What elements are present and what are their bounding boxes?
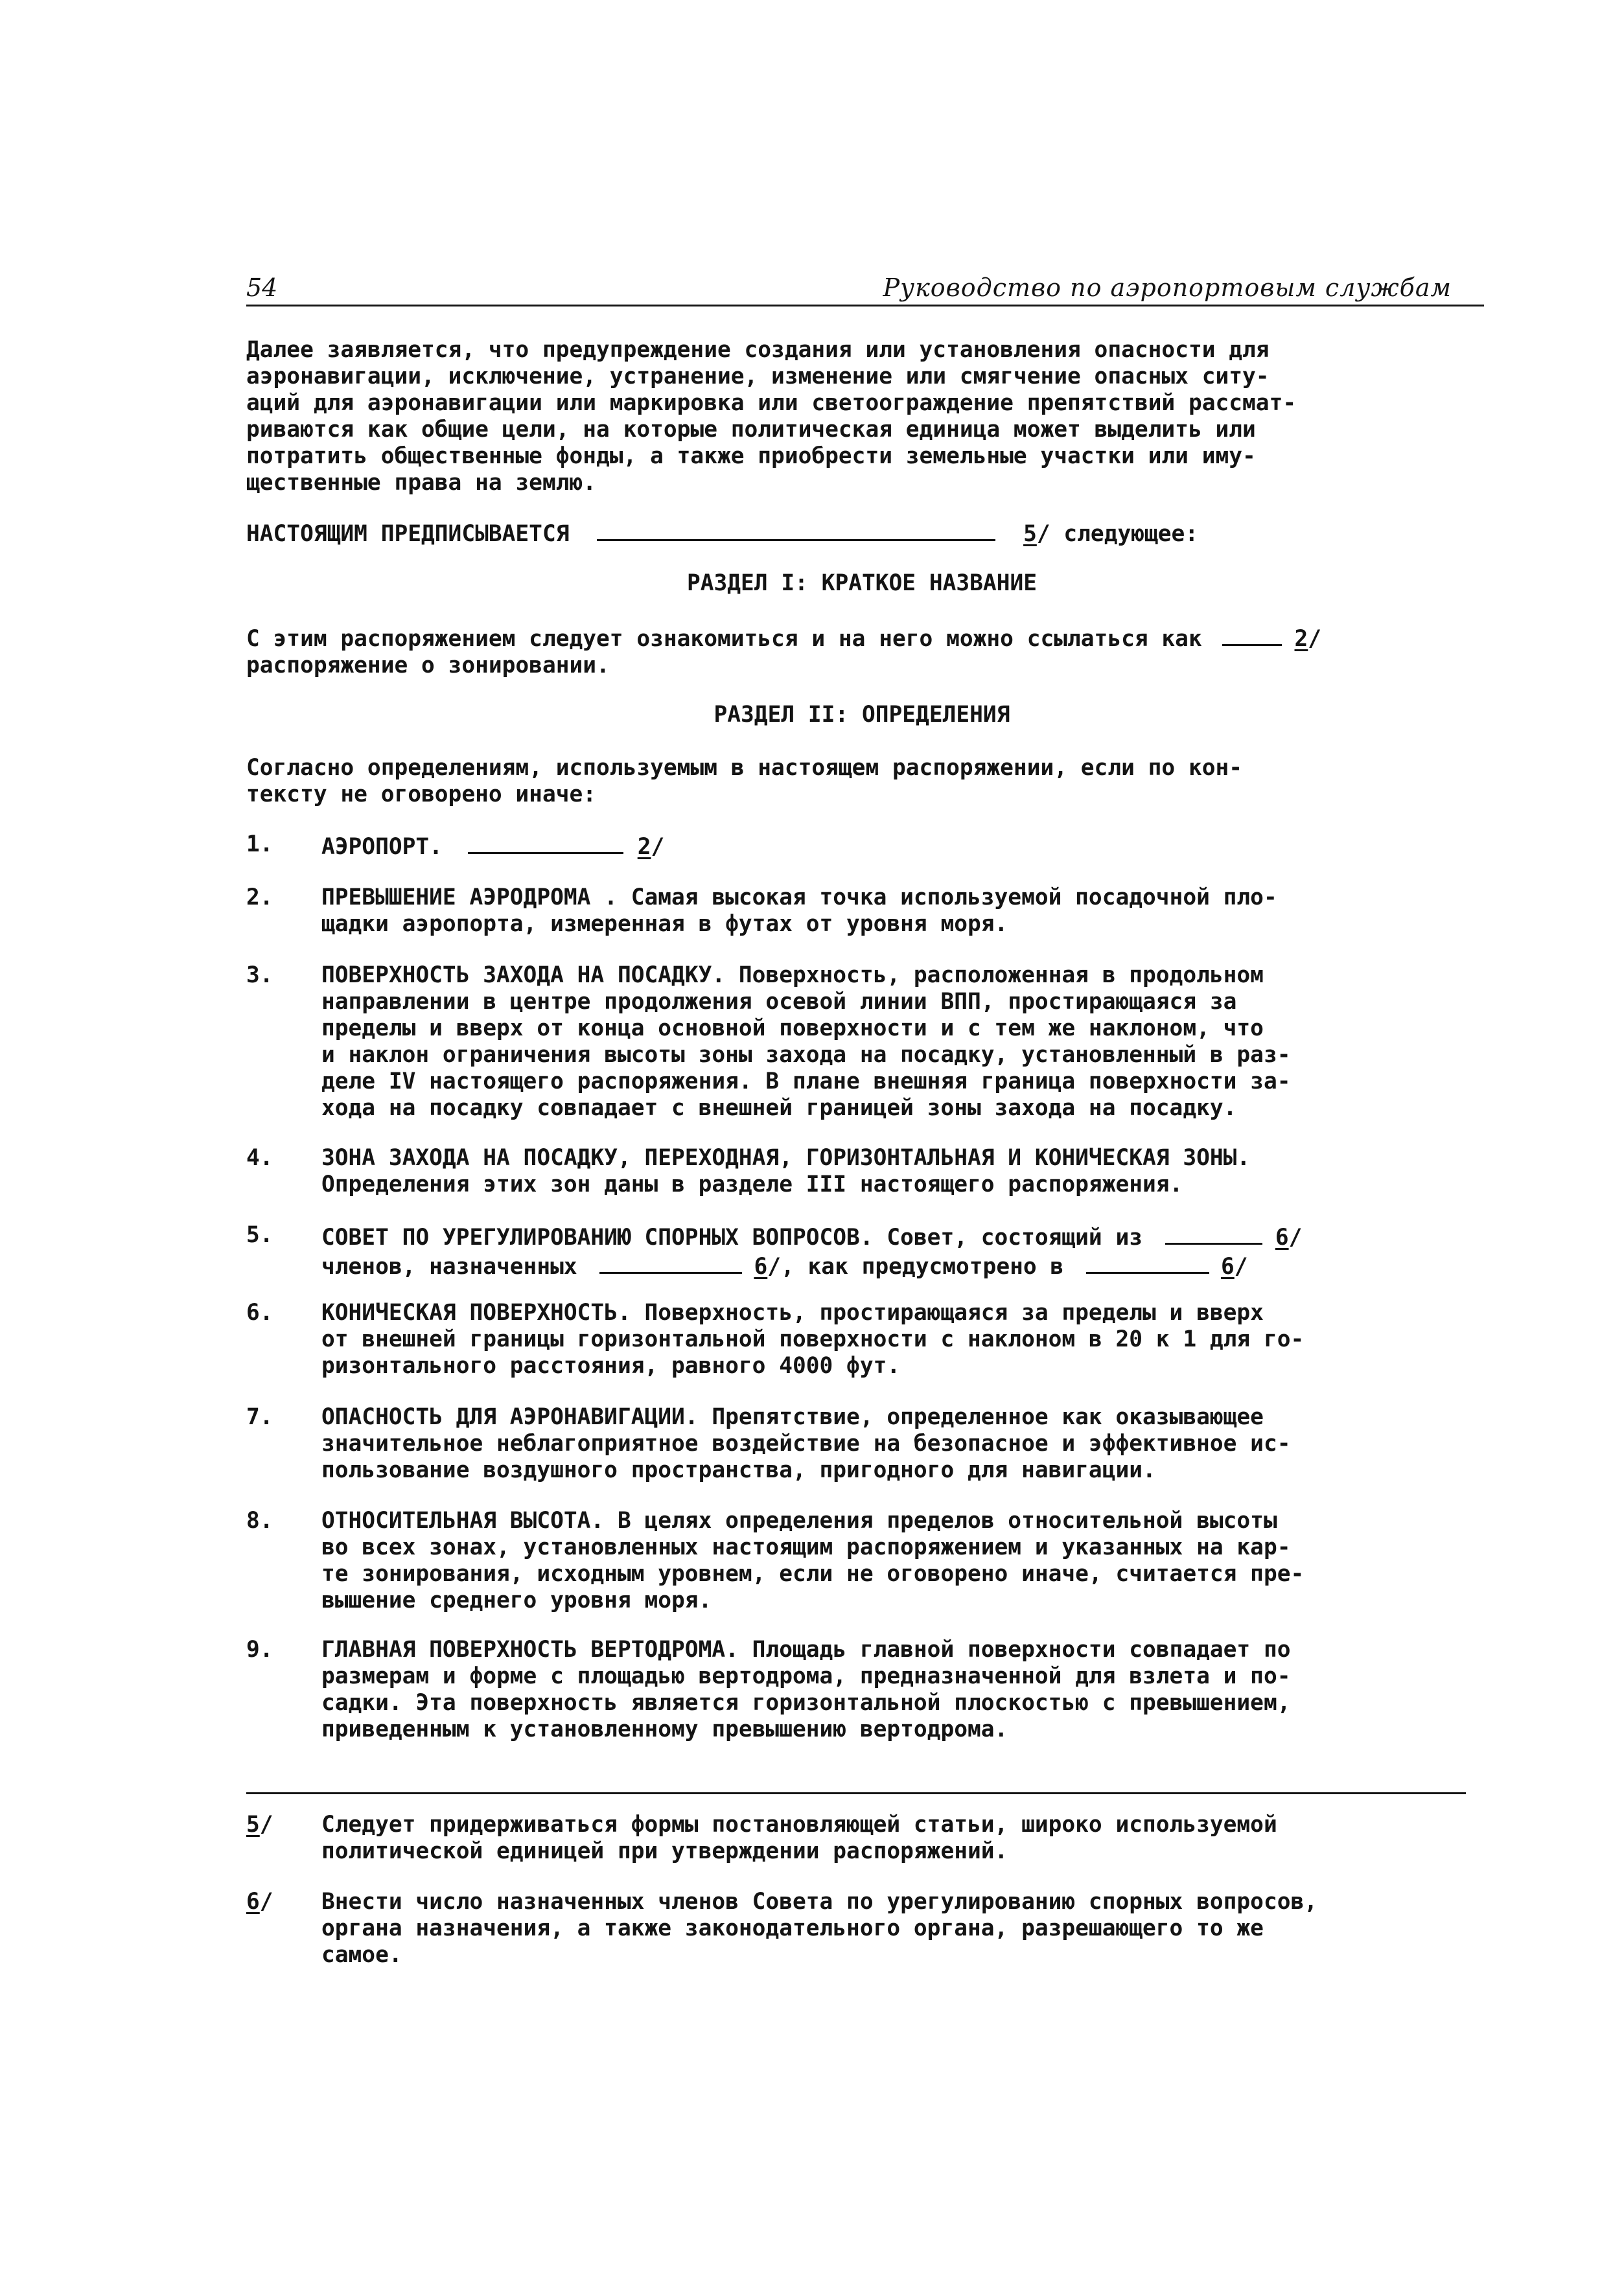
footnote-ref: 6 (754, 1254, 768, 1280)
text-line: от внешней границы горизонтальной поверхности с наклоном в 20 к 1 для го- (321, 1326, 1305, 1352)
item-number: 2. (246, 884, 273, 910)
text-line: ЗОНА ЗАХОДА НА ПОСАДКУ, ПЕРЕХОДНАЯ, ГОРИЗОНТАЛЬНАЯ И КОНИЧЕСКАЯ ЗОНЫ. (321, 1145, 1251, 1171)
blank-field (1222, 623, 1282, 646)
text-fragment: /, как предусмотрено в (767, 1254, 1064, 1280)
text-line: ризонтального расстояния, равного 4000 фут. (321, 1353, 901, 1379)
text-line: Определения этих зон даны в разделе III настоящего распоряжения. (321, 1172, 1183, 1197)
blank-field (597, 518, 995, 541)
text-line: приведенным к установленному превышению вертодрома. (321, 1716, 1008, 1742)
item-number: 1. (246, 831, 273, 857)
footnote-mark: 5 (246, 1812, 260, 1838)
page-header (246, 271, 1484, 306)
text-line: направлении в центре продолжения осевой линии ВПП, простирающаяся за (321, 989, 1237, 1015)
footnote-ref: 2 (637, 834, 651, 860)
item-number: 3. (246, 962, 273, 988)
item-number: 5. (246, 1222, 273, 1248)
text-line: Внести число назначенных членов Совета по урегулированию спорных вопросов, (321, 1889, 1318, 1915)
text-line: риваются как общие цели, на которые политическая единица может выделить или (246, 417, 1256, 443)
text-line: щественные права на землю. (246, 470, 597, 496)
text-line: Согласно определениям, используемым в настоящем распоряжении, если по кон- (246, 755, 1243, 781)
page-number: 54 (246, 273, 278, 302)
section-heading: РАЗДЕЛ I: КРАТКОЕ НАЗВАНИЕ (686, 570, 1038, 596)
section-heading: РАЗДЕЛ II: ОПРЕДЕЛЕНИЯ (713, 702, 1010, 728)
text-line: самое. (321, 1942, 402, 1968)
item-number: 4. (246, 1145, 273, 1171)
text-fragment: членов, назначенных (321, 1254, 577, 1280)
section2-intro (246, 755, 1478, 808)
text-line: хода на посадку совпадает с внешней границей зоны захода на посадку. (321, 1095, 1237, 1121)
text-line: во всех зонах, установленных настоящим распоряжением и указанных на кар- (321, 1534, 1291, 1560)
text-line: аэронавигации, исключение, устранение, изменение или смягчение опасных ситу- (246, 364, 1270, 389)
text-line: С этим распоряжением следует ознакомиться и на него можно ссылаться как (246, 626, 1202, 652)
text-line: ПОВЕРХНОСТЬ ЗАХОДА НА ПОСАДКУ. Поверхность, расположенная в продольном (321, 962, 1264, 988)
text-line: размерам и форме с площадью вертодрома, предназначенной для взлета и по- (321, 1663, 1291, 1689)
text-fragment: / (1308, 626, 1322, 652)
item-number: 9. (246, 1637, 273, 1663)
text-line: пределы и вверх от конца основной поверхности и с тем же наклоном, что (321, 1015, 1264, 1041)
text-line: КОНИЧЕСКАЯ ПОВЕРХНОСТЬ. Поверхность, простирающаяся за пределы и вверх (321, 1300, 1264, 1326)
footnote-ref: 6 (1220, 1254, 1235, 1280)
text-line: значительное неблагоприятное воздействие на безопасное и эффективное ис- (321, 1431, 1291, 1457)
text-line: потратить общественные фонды, а также приобрести земельные участки или иму- (246, 443, 1256, 469)
footnote-mark: 6 (246, 1889, 260, 1915)
enactment-clause (246, 518, 1478, 548)
footnote-ref: 2 (1294, 626, 1308, 652)
blank-field (599, 1251, 742, 1274)
footnote-ref: 5 (1023, 521, 1037, 547)
text-line: и наклон ограничения высоты зоны захода на посадку, установленный в раз- (321, 1042, 1291, 1068)
text-line: Следует придерживаться формы постановляющей статьи, широко используемой (321, 1812, 1277, 1838)
text-line: ОТНОСИТЕЛЬНАЯ ВЫСОТА. В целях определения пределов относительной высоты (321, 1508, 1277, 1534)
text-line: Далее заявляется, что предупреждение создания или установления опасности для (246, 337, 1270, 363)
text-line: политической единицей при утверждении распоряжений. (321, 1838, 1008, 1864)
blank-field (1086, 1251, 1209, 1274)
text-line: СОВЕТ ПО УРЕГУЛИРОВАНИЮ СПОРНЫХ ВОПРОСОВ. Совет, состоящий из (321, 1225, 1143, 1251)
enactment-prefix: НАСТОЯЩИМ ПРЕДПИСЫВАЕТСЯ (246, 521, 570, 547)
text-line: те зонирования, исходным уровнем, если не оговорено иначе, считается пре- (321, 1561, 1305, 1587)
text-line: ГЛАВНАЯ ПОВЕРХНОСТЬ ВЕРТОДРОМА. Площадь главной поверхности совпадает по (321, 1637, 1291, 1663)
item-number: 8. (246, 1508, 273, 1534)
text-line: деле IV настоящего распоряжения. В плане внешняя граница поверхности за- (321, 1068, 1291, 1094)
section1-paragraph (246, 623, 1478, 679)
text-line: садки. Эта поверхность является горизонтальной плоскостью с превышением, (321, 1690, 1291, 1716)
text-line: органа назначения, а также законодательного органа, разрешающего то же (321, 1915, 1264, 1941)
text-line: ПРЕВЫШЕНИЕ АЭРОДРОМА . Самая высокая точка используемой посадочной пло- (321, 884, 1277, 910)
footnote-separator (246, 1792, 1466, 1794)
item-number: 6. (246, 1300, 273, 1326)
footnote-ref: 6 (1275, 1225, 1289, 1251)
text-line: вышение среднего уровня моря. (321, 1588, 712, 1613)
item-number: 7. (246, 1404, 273, 1430)
item-term: АЭРОПОРТ. (321, 834, 443, 860)
enactment-suffix: / следующее: (1036, 521, 1199, 547)
text-line: тексту не оговорено иначе: (246, 781, 597, 807)
running-title: Руководство по аэропортовым службам (883, 273, 1452, 302)
text-line: пользование воздушного пространства, пригодного для навигации. (321, 1457, 1156, 1483)
intro-paragraph (246, 337, 1478, 496)
blank-field (468, 831, 623, 854)
blank-field (1165, 1222, 1262, 1245)
document-page: 54 Руководство по аэропортовым службам Далее заявляется, что предупреждение создания или установления опасности для аэронавигации, исключение, устранение, изменение или смягчение опасных ситу- аций для аэронавигации или маркировка или светоограждение препятствий рассмат- риваются как общие цели, на которые политическая единица может выделить или потратить общественные фонды, а также приобрести земельные участки или иму- щественные права на землю. НАСТОЯЩИМ ПРЕДПИСЫВАЕТСЯ 5/ следующее: РАЗДЕЛ I: КРАТКОЕ НАЗВАНИЕ С этим распоряжением следует ознакомиться и на него можно ссылаться как 2/ распоряжение о зонировании. РАЗДЕЛ II: ОПРЕДЕЛЕНИЯ Согласно определениям, используемым в настоящем распоряжении, если по кон- тексту не оговорено иначе: 1. АЭРОПОРТ. 2/ 2. ПРЕВЫШЕНИЕ АЭРОДРОМА . Самая высокая точка используемой посадочной пло- щадки аэропорта, измеренная в футах от уровня моря. 3. ПОВЕРХНОСТЬ ЗАХОДА НА ПОСАДКУ. Поверхность, расположенная в продольном направлении в центре продолжения осевой линии ВПП, простирающаяся за пределы и вверх от конца основной поверхности и с тем же наклоном, что и наклон ограничения высоты зоны захода на посадку, установленный в раз- деле IV настоящего распоряжения. В плане внешняя граница поверхности за- хода на посадку совпадает с внешней границей зоны захода на посадку. 4. ЗОНА ЗАХОДА НА ПОСАДКУ, ПЕРЕХОДНАЯ, ГОРИЗОНТАЛЬНАЯ И КОНИЧЕСКАЯ ЗОНЫ. Определения этих зон даны в разделе III настоящего распоряжения. 5. СОВЕТ ПО УРЕГУЛИРОВАНИЮ СПОРНЫХ ВОПРОСОВ. Совет, состоящий из 6/ членов, назначенных 6/, как предусмотрено в 6/ 6. КОНИЧЕСКАЯ ПОВЕРХНОСТЬ. Поверхность, простирающаяся за пределы и вверх от внешней границы горизонтальной поверхности с наклоном в 20 к 1 для го- ризонтального расстояния, равного 4000 фут. 7. ОПАСНОСТЬ ДЛЯ АЭРОНАВИГАЦИИ. Препятствие, определенное как оказывающее значительное неблагоприятное воздействие на безопасное и эффективное ис- пользование воздушного пространства, пригодного для навигации. 8. ОТНОСИТЕЛЬНАЯ ВЫСОТА. В целях определения пределов относительной высоты во всех зонах, установленных настоящим распоряжением и указанных на кар- те зонирования, исходным уровнем, если не оговорено иначе, считается пре- вышение среднего уровня моря. 9. ГЛАВНАЯ ПОВЕРХНОСТЬ ВЕРТОДРОМА. Площадь главной поверхности совпадает по размерам и форме с площадью вертодрома, предназначенной для взлета и по- садки. Эта поверхность является горизонтальной плоскостью с превышением, приведенным к установленному превышению вертодрома. 5/ Следует придерживаться формы постановляющей статьи, широко используемой политической единицей при утверждении распоряжений. 6/ Внести число назначенных членов Совета по урегулированию спорных вопросов, органа назначения, а также законодательного органа, разрешающего то же самое. (0, 0, 1624, 2275)
text-line: ОПАСНОСТЬ ДЛЯ АЭРОНАВИГАЦИИ. Препятствие, определенное как оказывающее (321, 1404, 1264, 1430)
text-line: распоряжение о зонировании. (246, 652, 610, 678)
text-line: аций для аэронавигации или маркировка или светоограждение препятствий рассмат- (246, 390, 1297, 416)
text-line: щадки аэропорта, измеренная в футах от уровня моря. (321, 911, 1008, 937)
